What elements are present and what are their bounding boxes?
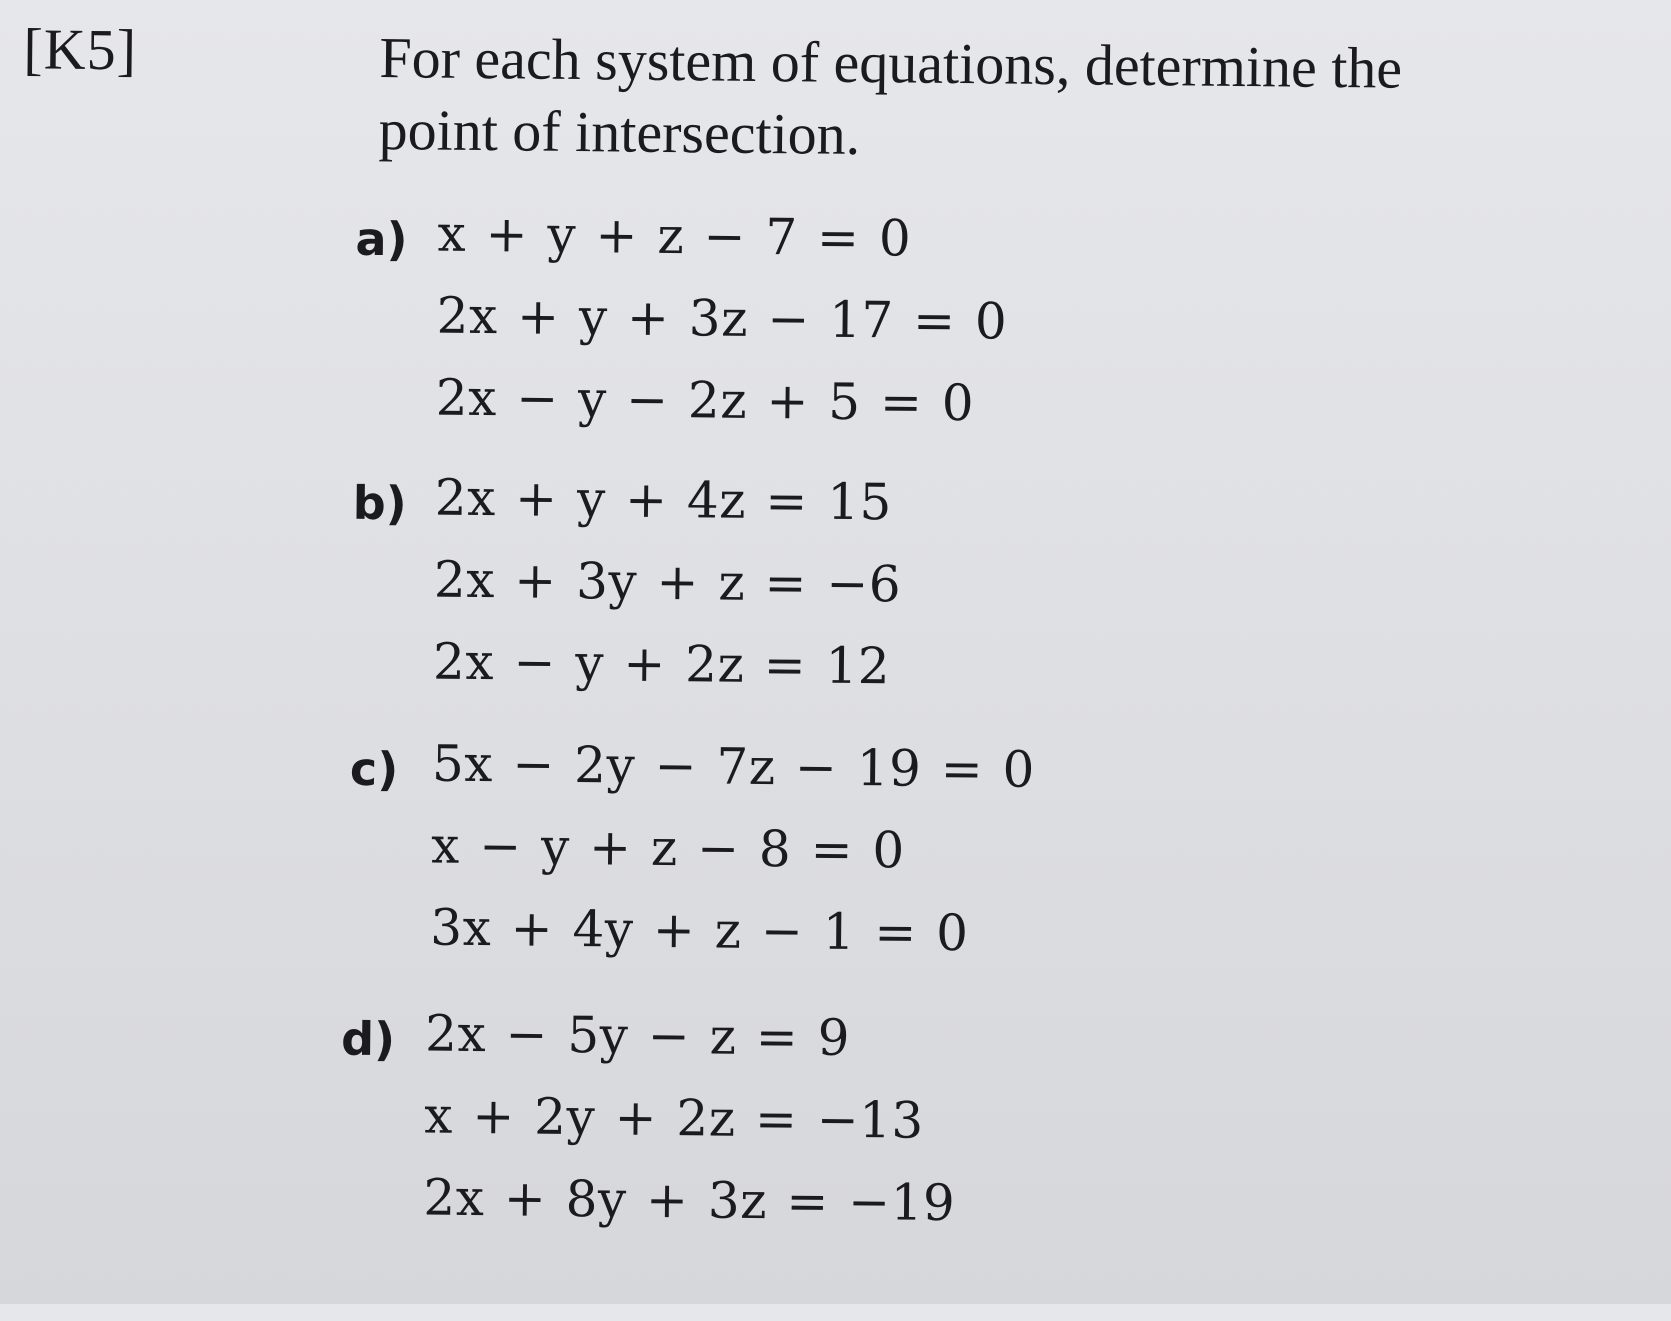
equation-1: 2x − 5y − z = 9 xyxy=(424,1004,851,1067)
question-prompt xyxy=(378,22,1609,179)
equation-3: 3x + 4y + z − 1 = 0 xyxy=(430,898,969,963)
problem-label: d) xyxy=(340,1011,396,1067)
equation-2: 2x + 3y + z = −6 xyxy=(433,550,902,614)
question-tag: [K5] xyxy=(23,16,138,83)
prompt-line-2: point of intersection. xyxy=(378,96,861,168)
equation-1: x + y + z − 7 = 0 xyxy=(437,204,912,268)
equation-3: 2x − y − 2z + 5 = 0 xyxy=(435,368,975,433)
problem-label: a) xyxy=(355,211,408,267)
problem-label: b) xyxy=(352,475,407,531)
equation-3: 2x − y + 2z = 12 xyxy=(432,632,891,696)
equation-1: 2x + y + 4z = 15 xyxy=(434,468,893,532)
prompt-line-1: For each system of equations, determine the xyxy=(379,24,1403,101)
equation-2: 2x + y + 3z − 17 = 0 xyxy=(436,286,1008,351)
equation-1: 5x − 2y − 7z − 19 = 0 xyxy=(431,734,1036,799)
equation-2: x + 2y + 2z = −13 xyxy=(424,1086,925,1150)
equation-2: x − y + z − 8 = 0 xyxy=(430,816,906,880)
equation-3: 2x + 8y + 3z = −19 xyxy=(423,1168,956,1233)
problem-label: c) xyxy=(349,741,399,797)
